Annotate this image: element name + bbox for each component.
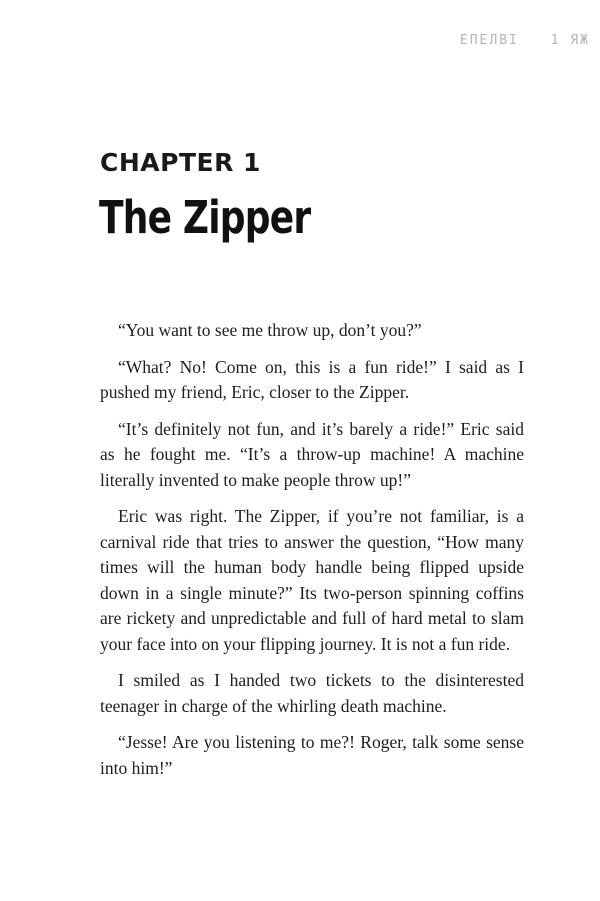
paragraph: I smiled as I handed two tickets to the disinterested teenager in charge of the whirling death machine.: [100, 670, 524, 716]
running-head: [460, 33, 590, 48]
paragraph: Eric was right. The Zipper, if you’re not familiar, is a carnival ride that tries to answer the question, “How many times will the human body handle being flipped upside down in a single minute?” Its two-person spinning coffins are rickety and unpredictable and full of hard metal to slam your face into on your flipping journey. It is not a fun ride.: [100, 506, 524, 654]
running-head-label: ЕПЕЛВІ: [459, 33, 519, 48]
paragraph: “It’s definitely not fun, and it’s barely a ride!” Eric said as he fought me. “It’s a throw-up machine! A machine literally invented to make people throw up!”: [100, 418, 524, 490]
paragraph: “You want to see me throw up, don’t you?”: [118, 320, 422, 340]
body-text: [100, 318, 524, 792]
chapter-label: CHAPTER 1: [100, 148, 261, 177]
chapter-title: The Zipper: [99, 191, 311, 244]
paragraph: “Jesse! Are you listening to me?! Roger, talk some sense into him!”: [100, 732, 524, 778]
paragraph: “What? No! Come on, this is a fun ride!” I said as I pushed my friend, Eric, closer to the Zipper.: [100, 356, 524, 402]
page-number: 1 ЯЖ: [550, 33, 590, 48]
